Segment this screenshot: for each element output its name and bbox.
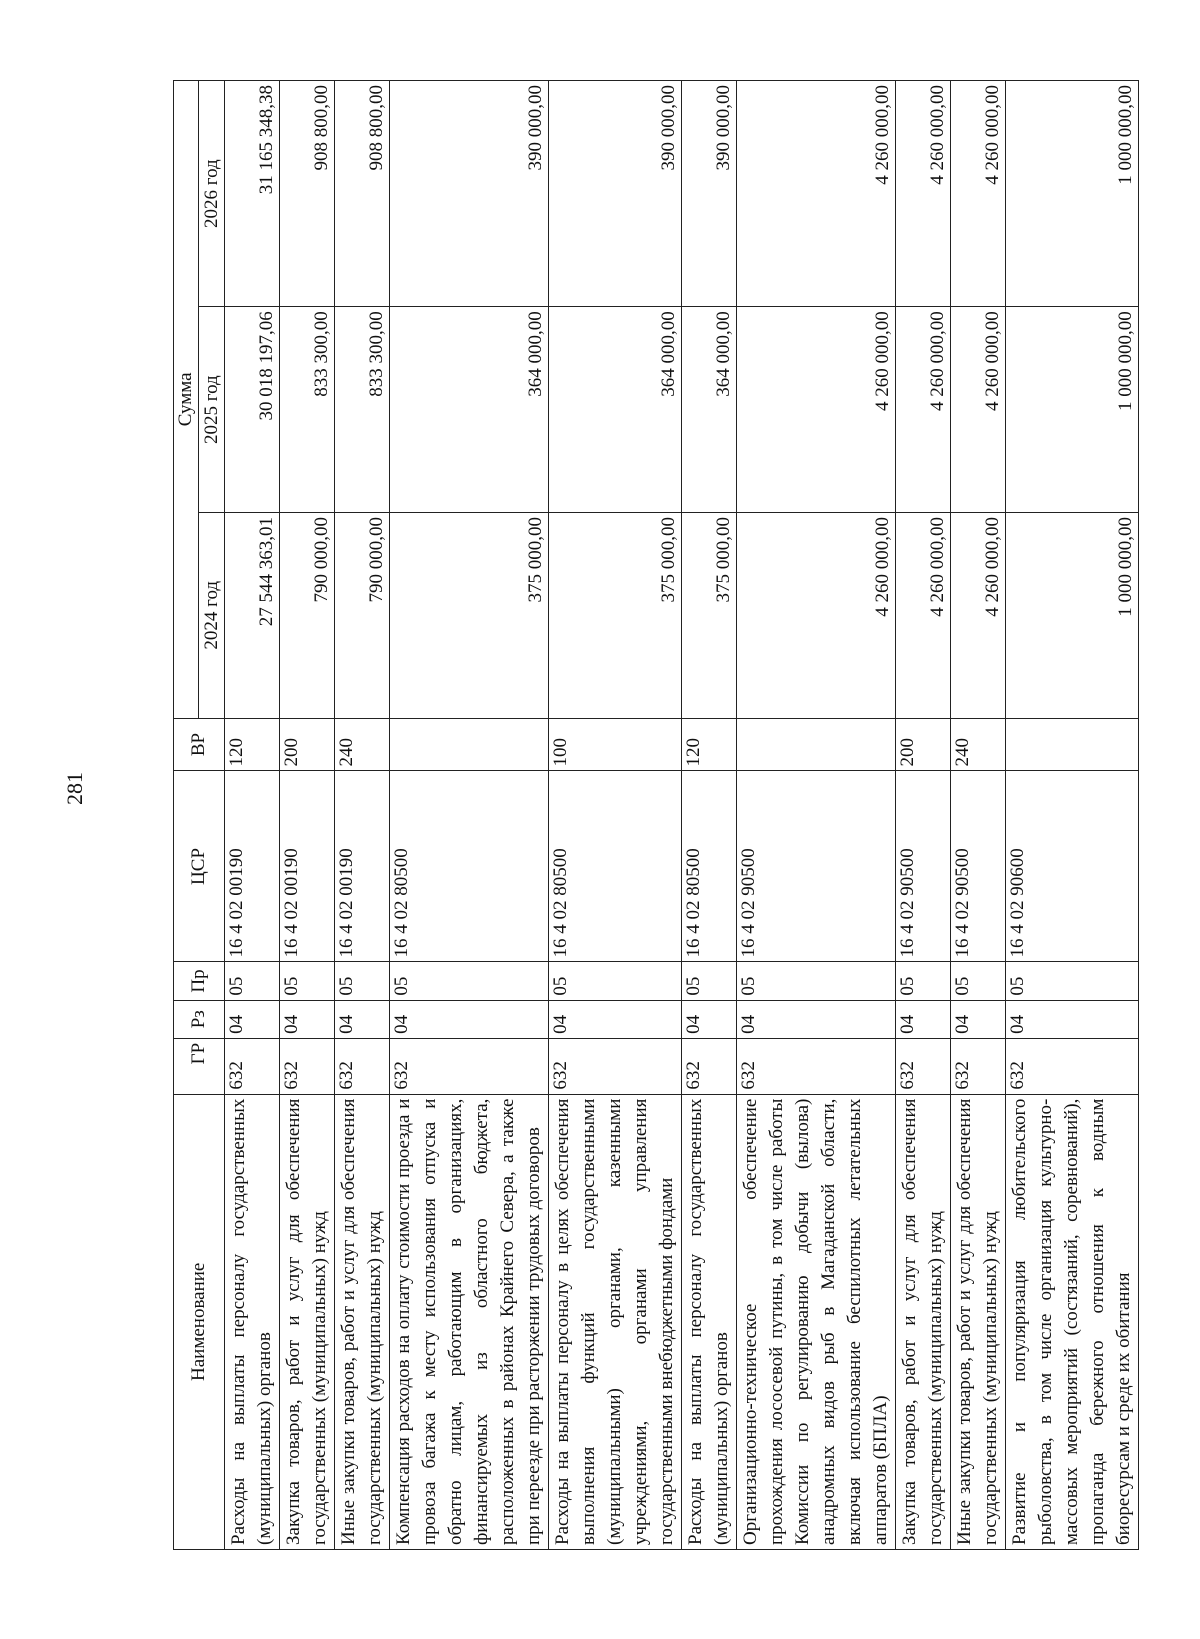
row-2025-cell: 4 260 000,00 <box>737 307 896 513</box>
row-name-cell: Развитие и популяризация любительского рыболовства, в том числе организация культурно-массовых мероприятий (состязаний, соревнований), пропаганда бережного отношения к водным биоресурсам и среде их обитания <box>1006 1094 1139 1549</box>
row-pr-cell: 05 <box>682 962 737 1000</box>
row-name-cell: Иные закупки товаров, работ и услуг для обеспечения государственных (муниципальных) нужд <box>335 1094 390 1549</box>
row-gr-cell: 632 <box>1006 1038 1139 1094</box>
row-csr-cell: 16 4 02 00190 <box>225 771 280 962</box>
header-2024: 2024 год <box>199 512 225 718</box>
row-2024-cell: 27 544 363,01 <box>225 512 280 718</box>
row-2026-cell: 4 260 000,00 <box>896 81 951 307</box>
row-pr-cell: 05 <box>896 962 951 1000</box>
table-row <box>896 81 951 1550</box>
row-2025-cell: 833 300,00 <box>280 307 335 513</box>
row-2024-cell: 4 260 000,00 <box>896 512 951 718</box>
row-gr-cell: 632 <box>390 1038 549 1094</box>
row-gr-cell: 632 <box>951 1038 1006 1094</box>
row-vr-cell: 240 <box>335 718 390 771</box>
row-2026-cell: 908 800,00 <box>280 81 335 307</box>
row-2026-cell: 31 165 348,38 <box>225 81 280 307</box>
row-2025-cell: 364 000,00 <box>390 307 549 513</box>
row-vr-cell: 200 <box>896 718 951 771</box>
row-csr-cell: 16 4 02 80500 <box>390 771 549 962</box>
row-rz-cell: 04 <box>1006 1000 1139 1038</box>
table-row <box>737 81 896 1550</box>
row-2024-cell: 790 000,00 <box>280 512 335 718</box>
header-name: Наименование <box>174 1094 225 1549</box>
row-2024-cell: 790 000,00 <box>335 512 390 718</box>
row-name-cell: Компенсация расходов на оплату стоимости проезда и провоза багажа к месту использования отпуска и обратно лицам, работающим в организациях, финансируемых из областного бюджета, расположенных в районах Крайнего Севера, а также при переезде при расторжении трудовых договоров <box>390 1094 549 1549</box>
row-pr-cell: 05 <box>549 962 682 1000</box>
row-name-cell: Организационно-техническое обеспечение прохождения лососевой путины, в том числе работы Комиссии по регулированию добычи (вылова) анадромных видов рыб в Магаданской области, включая использование беспилотных летательных аппаратов (БПЛА) <box>737 1094 896 1549</box>
header-pr: Пр <box>174 962 225 1000</box>
row-name-cell: Закупка товаров, работ и услуг для обеспечения государственных (муниципальных) нужд <box>280 1094 335 1549</box>
row-csr-cell: 16 4 02 90500 <box>951 771 1006 962</box>
row-gr-cell: 632 <box>335 1038 390 1094</box>
table-body <box>225 81 1139 1550</box>
row-2024-cell: 4 260 000,00 <box>951 512 1006 718</box>
table-row <box>335 81 390 1550</box>
row-gr-cell: 632 <box>549 1038 682 1094</box>
row-2025-cell: 833 300,00 <box>335 307 390 513</box>
rotated-table-wrapper <box>173 80 1136 1550</box>
row-rz-cell: 04 <box>737 1000 896 1038</box>
row-name-cell: Расходы на выплаты персоналу в целях обеспечения выполнения функций государственными (муниципальными) органами, казенными учреждениями, органами управления государственными внебюджетными фондами <box>549 1094 682 1549</box>
row-2026-cell: 390 000,00 <box>549 81 682 307</box>
row-csr-cell: 16 4 02 80500 <box>682 771 737 962</box>
row-2024-cell: 4 260 000,00 <box>737 512 896 718</box>
row-csr-cell: 16 4 02 90500 <box>737 771 896 962</box>
row-rz-cell: 04 <box>280 1000 335 1038</box>
row-pr-cell: 05 <box>335 962 390 1000</box>
row-gr-cell: 632 <box>682 1038 737 1094</box>
table-row <box>951 81 1006 1550</box>
table-row <box>225 81 280 1550</box>
table-row <box>682 81 737 1550</box>
row-2025-cell: 364 000,00 <box>549 307 682 513</box>
row-2026-cell: 390 000,00 <box>682 81 737 307</box>
row-2025-cell: 1 000 000,00 <box>1006 307 1139 513</box>
row-csr-cell: 16 4 02 00190 <box>280 771 335 962</box>
row-csr-cell: 16 4 02 90600 <box>1006 771 1139 962</box>
row-2026-cell: 4 260 000,00 <box>951 81 1006 307</box>
row-gr-cell: 632 <box>896 1038 951 1094</box>
row-2025-cell: 30 018 197,06 <box>225 307 280 513</box>
row-rz-cell: 04 <box>335 1000 390 1038</box>
row-2025-cell: 4 260 000,00 <box>896 307 951 513</box>
budget-table <box>173 80 1139 1550</box>
row-pr-cell: 05 <box>737 962 896 1000</box>
row-vr-cell: 100 <box>549 718 682 771</box>
row-vr-cell <box>390 718 549 771</box>
row-2026-cell: 908 800,00 <box>335 81 390 307</box>
row-vr-cell: 200 <box>280 718 335 771</box>
row-name-cell: Иные закупки товаров, работ и услуг для обеспечения государственных (муниципальных) нужд <box>951 1094 1006 1549</box>
row-gr-cell: 632 <box>225 1038 280 1094</box>
row-rz-cell: 04 <box>951 1000 1006 1038</box>
table-row <box>1006 81 1139 1550</box>
header-sum: Сумма <box>174 81 199 719</box>
row-csr-cell: 16 4 02 90500 <box>896 771 951 962</box>
header-2026: 2026 год <box>199 81 225 307</box>
row-csr-cell: 16 4 02 80500 <box>549 771 682 962</box>
row-vr-cell <box>1006 718 1139 771</box>
row-2024-cell: 375 000,00 <box>682 512 737 718</box>
header-rz: Рз <box>174 1000 225 1038</box>
row-rz-cell: 04 <box>390 1000 549 1038</box>
header-2025: 2025 год <box>199 307 225 513</box>
row-2025-cell: 364 000,00 <box>682 307 737 513</box>
row-vr-cell: 240 <box>951 718 1006 771</box>
header-csr: ЦСР <box>174 771 225 962</box>
row-2026-cell: 1 000 000,00 <box>1006 81 1139 307</box>
row-pr-cell: 05 <box>280 962 335 1000</box>
row-name-cell: Расходы на выплаты персоналу государственных (муниципальных) органов <box>682 1094 737 1549</box>
row-2026-cell: 4 260 000,00 <box>737 81 896 307</box>
row-csr-cell: 16 4 02 00190 <box>335 771 390 962</box>
row-pr-cell: 05 <box>1006 962 1139 1000</box>
row-pr-cell: 05 <box>390 962 549 1000</box>
row-name-cell: Закупка товаров, работ и услуг для обеспечения государственных (муниципальных) нужд <box>896 1094 951 1549</box>
table-row <box>549 81 682 1550</box>
row-vr-cell: 120 <box>225 718 280 771</box>
row-pr-cell: 05 <box>951 962 1006 1000</box>
row-gr-cell: 632 <box>280 1038 335 1094</box>
row-rz-cell: 04 <box>225 1000 280 1038</box>
row-rz-cell: 04 <box>549 1000 682 1038</box>
row-name-cell: Расходы на выплаты персоналу государственных (муниципальных) органов <box>225 1094 280 1549</box>
row-2024-cell: 1 000 000,00 <box>1006 512 1139 718</box>
row-gr-cell: 632 <box>737 1038 896 1094</box>
row-2026-cell: 390 000,00 <box>390 81 549 307</box>
page-number: 281 <box>62 772 87 805</box>
row-vr-cell <box>737 718 896 771</box>
row-pr-cell: 05 <box>225 962 280 1000</box>
row-2025-cell: 4 260 000,00 <box>951 307 1006 513</box>
header-gr: ГР <box>174 1038 225 1094</box>
row-rz-cell: 04 <box>896 1000 951 1038</box>
row-vr-cell: 120 <box>682 718 737 771</box>
header-vr: ВР <box>174 718 225 771</box>
row-2024-cell: 375 000,00 <box>390 512 549 718</box>
row-2024-cell: 375 000,00 <box>549 512 682 718</box>
table-row <box>390 81 549 1550</box>
row-rz-cell: 04 <box>682 1000 737 1038</box>
table-row <box>280 81 335 1550</box>
